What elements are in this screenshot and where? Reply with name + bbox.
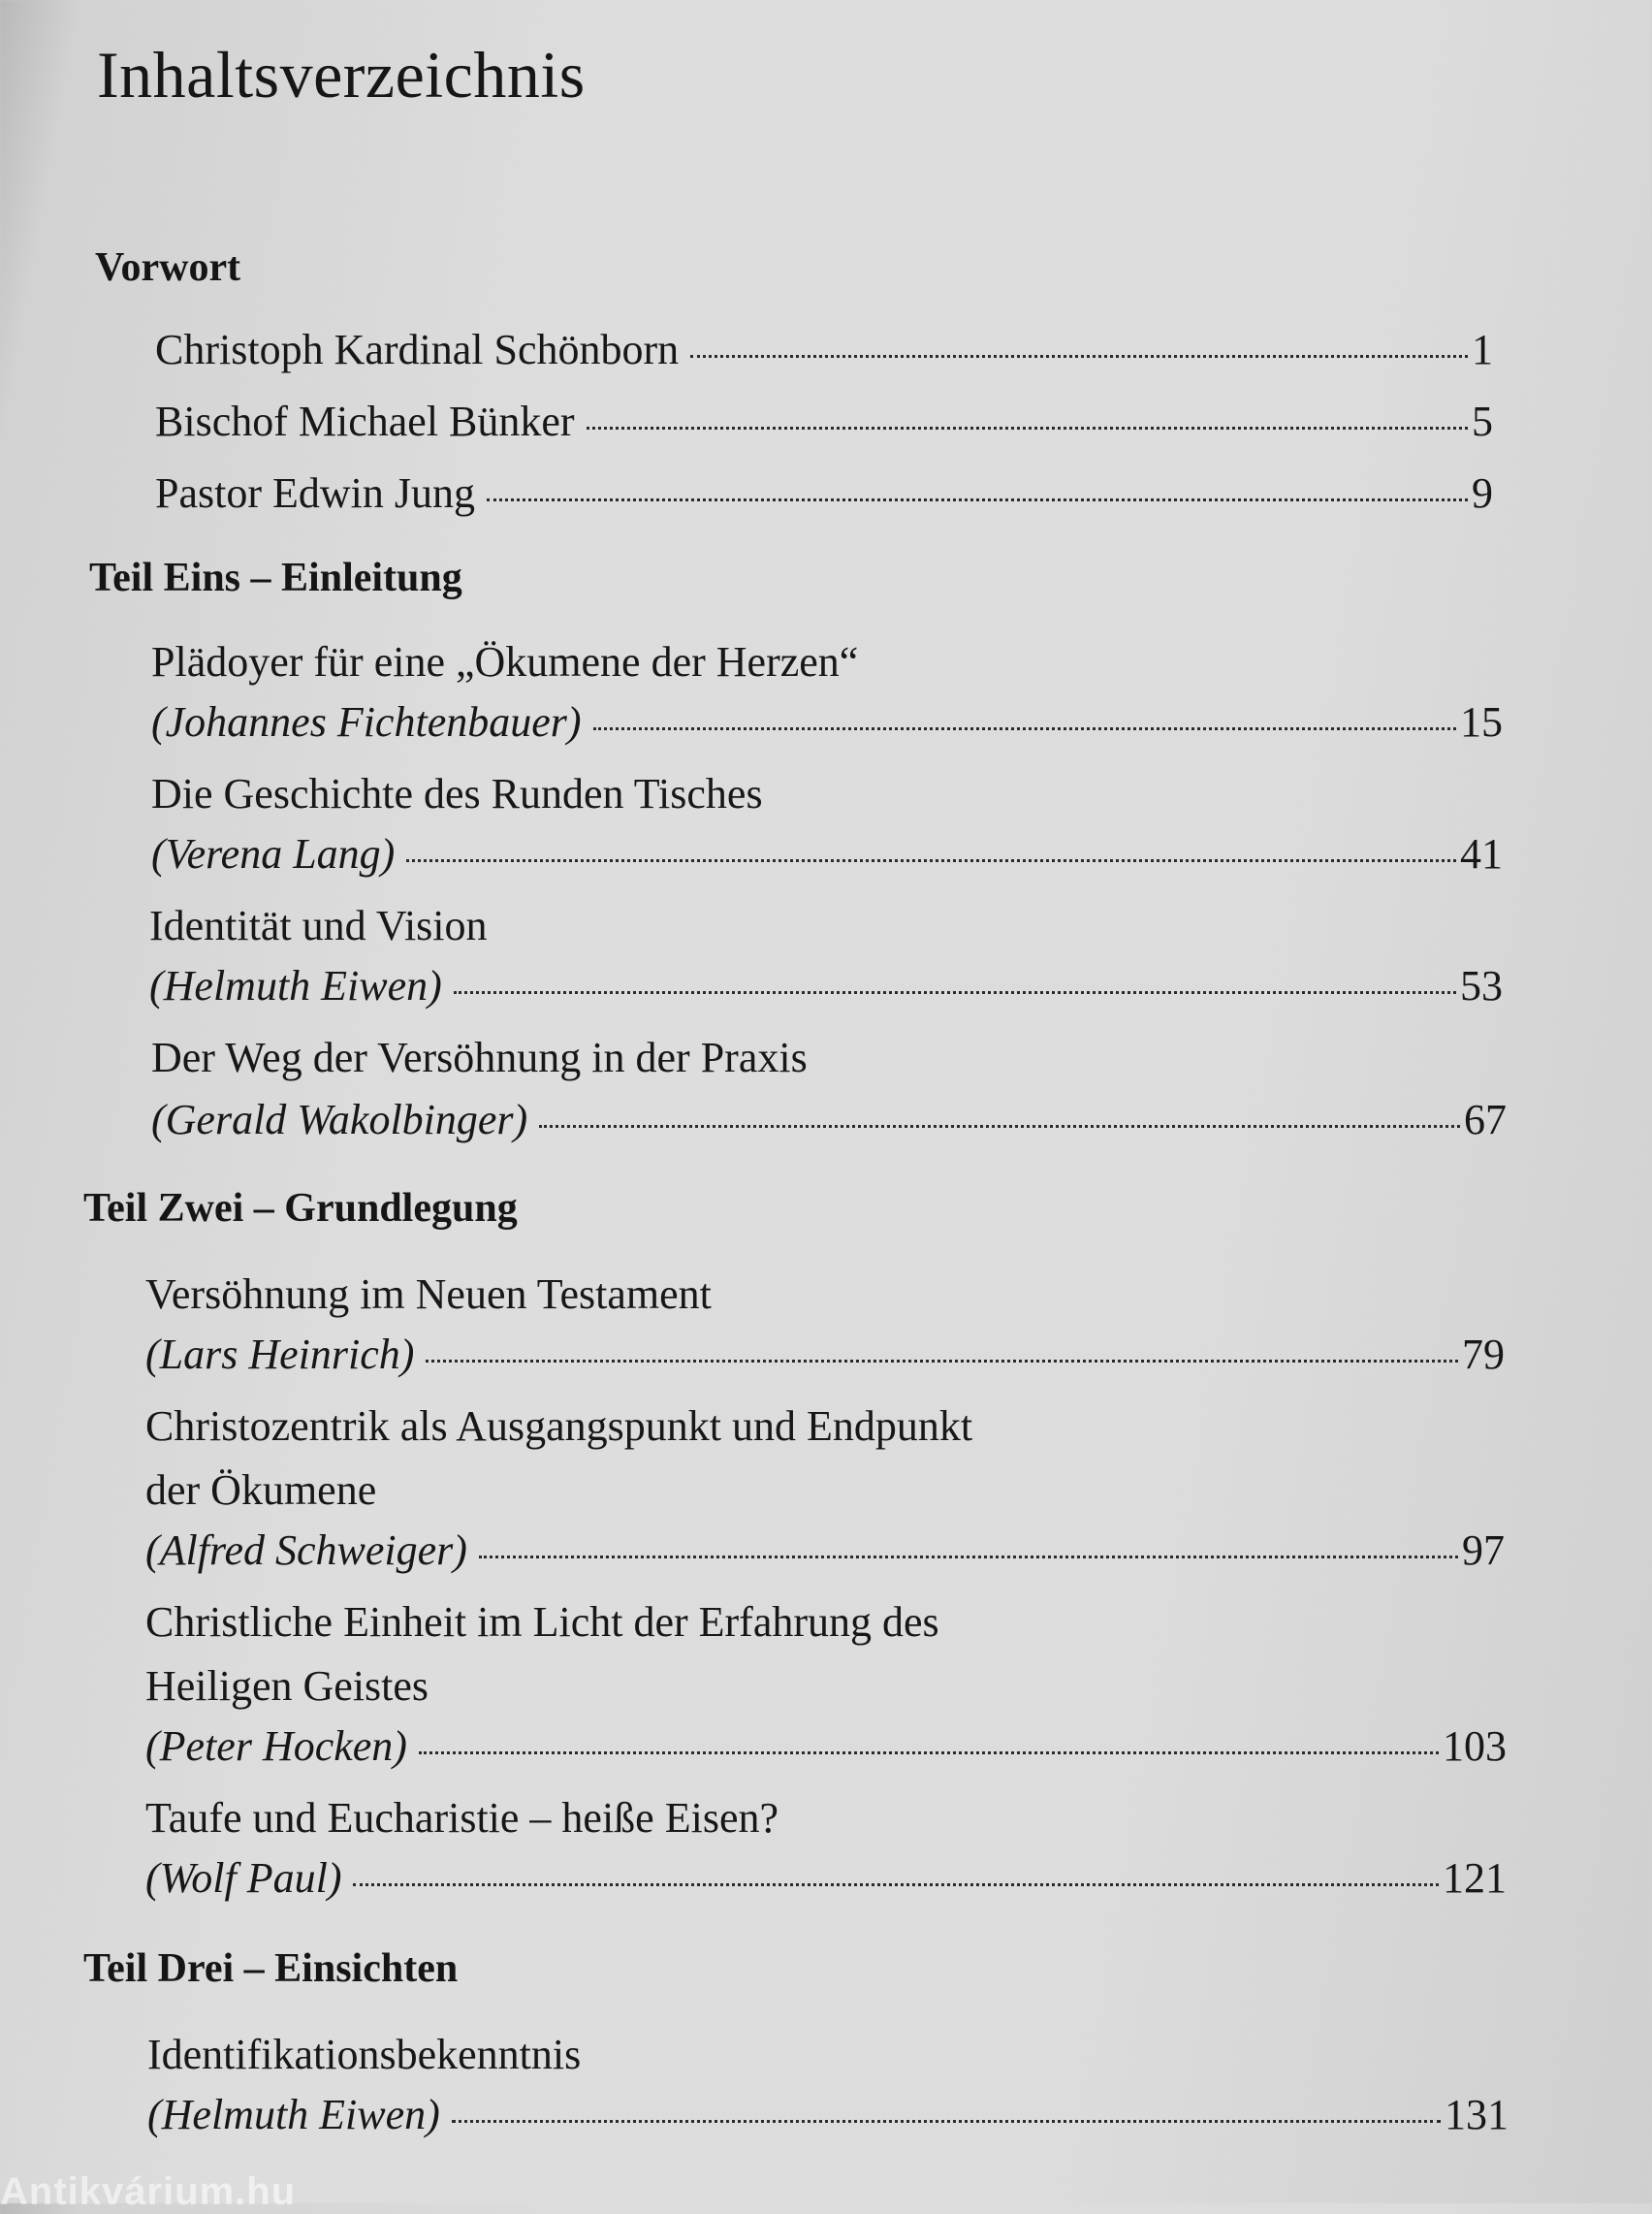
toc-entry <box>145 1852 1507 1905</box>
toc-entry <box>149 960 1503 1012</box>
dot-leader <box>487 498 1468 501</box>
page-number: 1 <box>1472 326 1493 373</box>
toc-entry <box>151 828 1503 881</box>
dot-leader <box>426 1360 1458 1363</box>
entry-title: Pastor Edwin Jung <box>155 469 475 517</box>
page-number: 97 <box>1462 1526 1505 1574</box>
dot-leader <box>690 355 1468 358</box>
toc-entry <box>145 1524 1505 1577</box>
entry-author: (Helmuth Eiwen) <box>147 2091 440 2138</box>
entry-author: (Alfred Schweiger) <box>145 1526 467 1574</box>
entry-title: Taufe und Eucharistie – heiße Eisen? <box>145 1794 778 1842</box>
page-number: 15 <box>1460 698 1503 746</box>
toc-entry <box>147 2089 1509 2141</box>
entry-title: Christoph Kardinal Schönborn <box>155 326 680 373</box>
section-heading-teil-zwei: Teil Zwei – Grundlegung <box>83 1186 518 1231</box>
entry-title: Christozentrik als Ausgangspunkt und Endpunkt <box>145 1402 973 1450</box>
dot-leader <box>406 859 1456 862</box>
page-number: 41 <box>1460 830 1503 878</box>
dot-leader <box>452 2120 1441 2123</box>
entry-title-continued: Heiligen Geistes <box>145 1662 429 1710</box>
dot-leader <box>539 1125 1460 1128</box>
page-number: 121 <box>1443 1854 1507 1902</box>
page-number: 103 <box>1443 1722 1507 1770</box>
toc-entry <box>145 1329 1505 1381</box>
entry-title: Bischof Michael Bünker <box>155 398 575 445</box>
page-title: Inhaltsverzeichnis <box>97 38 586 112</box>
entry-author: (Gerald Wakolbinger) <box>151 1096 528 1143</box>
entry-title: Versöhnung im Neuen Testament <box>145 1270 712 1318</box>
toc-entry <box>155 396 1493 448</box>
toc-entry <box>155 467 1493 520</box>
watermark: Antikvárium.hu <box>0 2170 297 2213</box>
dot-leader <box>419 1751 1439 1754</box>
page-number: 9 <box>1472 469 1493 517</box>
toc-entry <box>151 696 1503 749</box>
page-number: 131 <box>1445 2091 1509 2138</box>
page-number: 67 <box>1464 1096 1507 1143</box>
dot-leader <box>353 1883 1439 1886</box>
entry-author: (Peter Hocken) <box>145 1722 407 1770</box>
page-number: 79 <box>1462 1331 1505 1378</box>
entry-title: Der Weg der Versöhnung in der Praxis <box>151 1034 808 1081</box>
entry-title: Plädoyer für eine „Ökumene der Herzen“ <box>151 638 859 686</box>
page-number: 53 <box>1460 962 1503 1010</box>
toc-entry <box>145 1720 1507 1773</box>
entry-title: Die Geschichte des Runden Tisches <box>151 770 763 818</box>
dot-leader <box>593 727 1456 730</box>
section-heading-vorwort: Vorwort <box>95 245 241 290</box>
entry-author: (Johannes Fichtenbauer) <box>151 698 582 746</box>
entry-title: Identität und Vision <box>149 902 488 949</box>
entry-author: (Verena Lang) <box>151 830 396 878</box>
toc-entry <box>155 324 1493 376</box>
entry-title: Christliche Einheit im Licht der Erfahrung des <box>145 1598 939 1646</box>
entry-author: (Wolf Paul) <box>145 1854 342 1902</box>
section-heading-teil-eins: Teil Eins – Einleitung <box>89 556 462 600</box>
dot-leader <box>479 1556 1458 1558</box>
section-heading-teil-drei: Teil Drei – Einsichten <box>83 1946 459 1991</box>
entry-title: Identifikationsbekenntnis <box>147 2031 582 2078</box>
entry-author: (Lars Heinrich) <box>145 1331 415 1378</box>
entry-title-continued: der Ökumene <box>145 1466 377 1514</box>
dot-leader <box>587 427 1468 430</box>
entry-author: (Helmuth Eiwen) <box>149 962 442 1010</box>
page-number: 5 <box>1472 398 1493 445</box>
dot-leader <box>454 991 1456 994</box>
toc-entry <box>151 1094 1507 1146</box>
